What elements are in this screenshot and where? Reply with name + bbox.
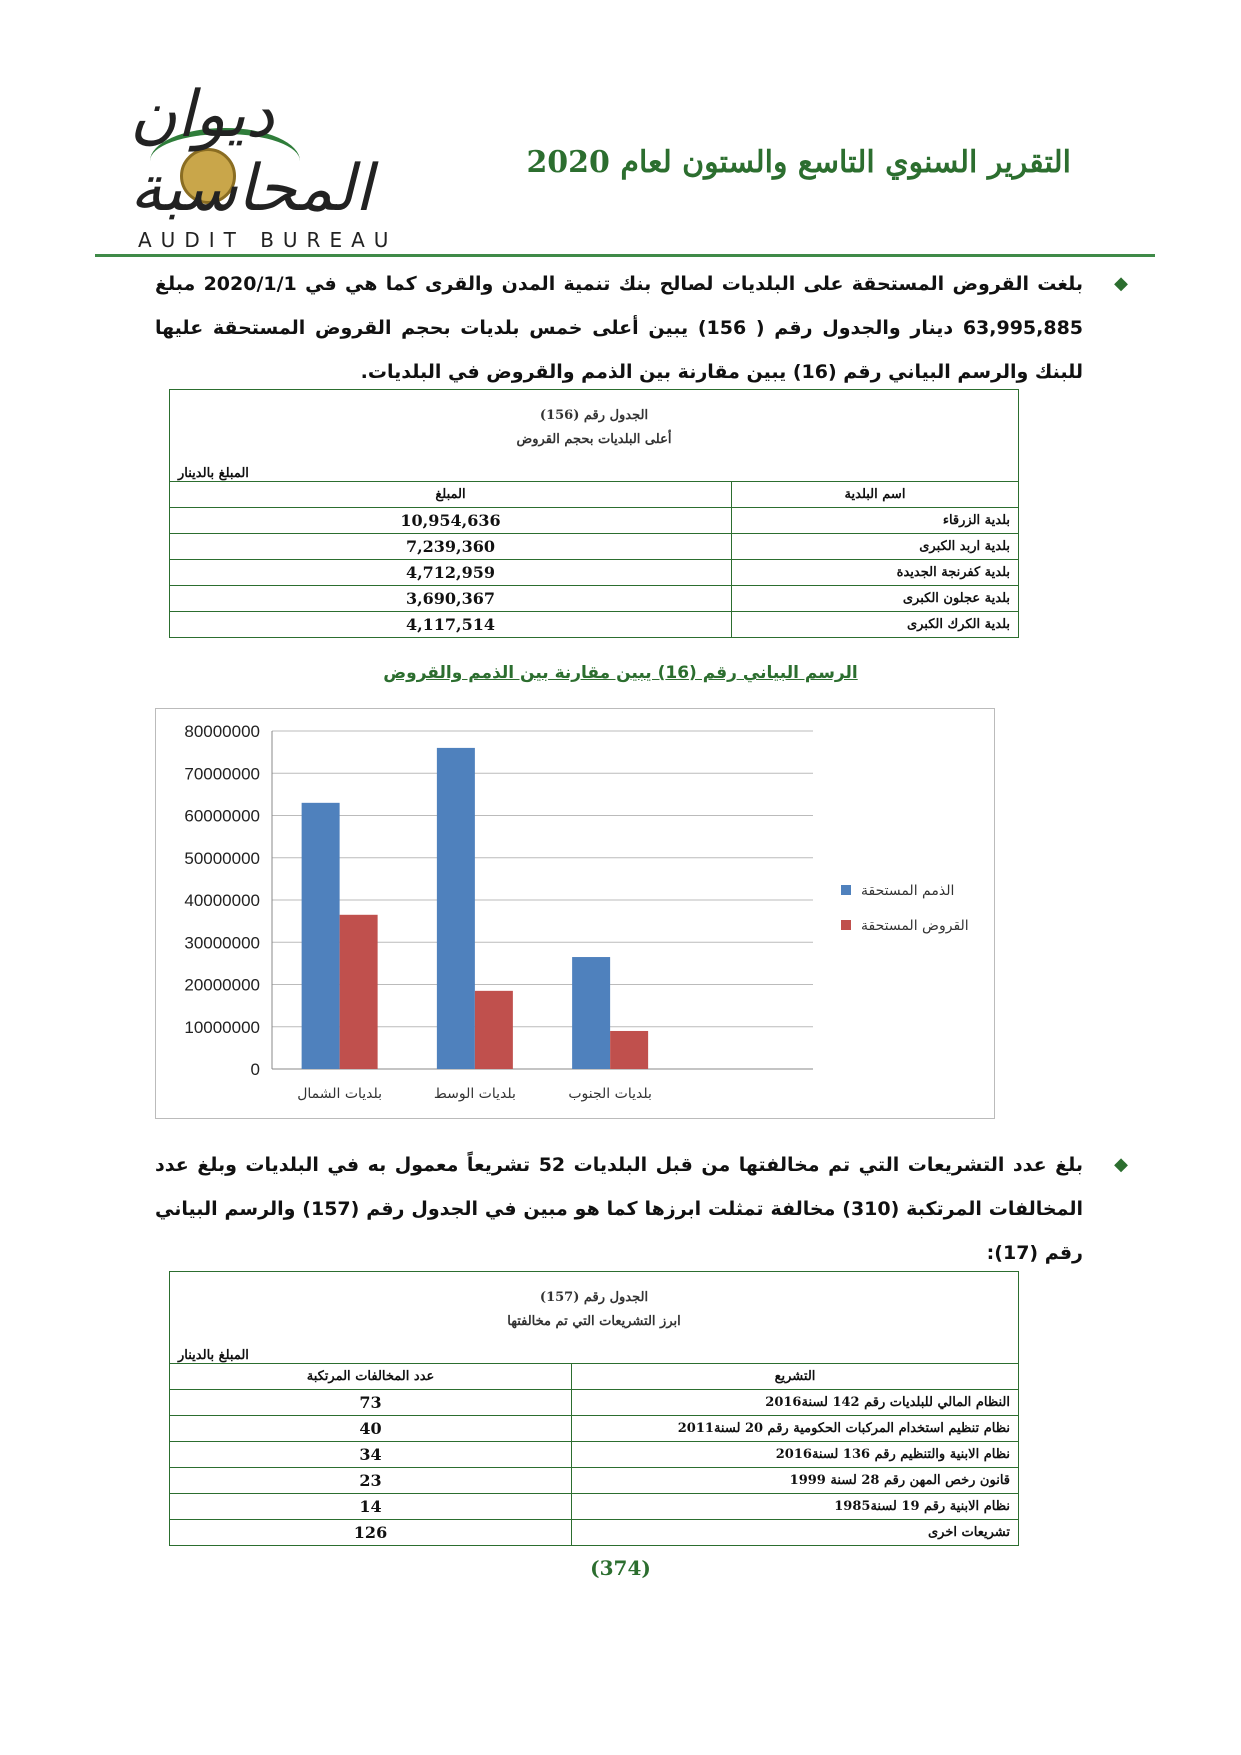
table-unit: المبلغ بالدينار [170, 1347, 1019, 1364]
row-value: 73 [170, 1390, 572, 1416]
row-value: 10,954,636 [170, 508, 732, 534]
row-value: 7,239,360 [170, 534, 732, 560]
table-row [170, 1468, 1019, 1494]
chart-title: الرسم البياني رقم (16) يبين مقارنة بين الذمم والقروض [383, 663, 858, 683]
bar-receivables [572, 957, 610, 1069]
table-157-caption [170, 1272, 1019, 1348]
table-row [170, 1442, 1019, 1468]
y-tick-label: 20000000 [184, 975, 260, 995]
table-title: الجدول رقم (156) [539, 407, 649, 423]
row-label: بلدية الزرقاء [732, 508, 1019, 534]
bar-loans [610, 1031, 648, 1069]
row-value: 34 [170, 1442, 572, 1468]
report-title: التقرير السنوي التاسع والستون لعام 2020 [526, 145, 1071, 180]
row-label: بلدية اربد الكبرى [732, 534, 1019, 560]
row-label: بلدية عجلون الكبرى [732, 586, 1019, 612]
row-label: نظام الابنية رقم 19 لسنة1985 [572, 1494, 1019, 1520]
row-value: 40 [170, 1416, 572, 1442]
table-unit: المبلغ بالدينار [170, 465, 1019, 482]
x-tick-label: بلديات الوسط [433, 1086, 516, 1102]
table-row [170, 560, 1019, 586]
table-156 [169, 389, 1019, 638]
bar-loans [340, 915, 378, 1069]
bar-chart [155, 708, 995, 1119]
paragraph-2-text: بلغ عدد التشريعات التي تم مخالفتها من قبل البلديات 52 تشريعاً معمول به في البلديات وبلغ عدد المخالفات المرتكبة (310) مخالفة تمثلت ابرزها كما هو مبين في الجدول رقم (157) والرسم البياني رقم (17): [155, 1154, 1083, 1264]
page-number: (374) [590, 1556, 651, 1580]
table-row [170, 1416, 1019, 1442]
y-tick-label: 70000000 [184, 764, 260, 784]
row-label: نظام تنظيم استخدام المركبات الحكومية رقم 20 لسنة2011 [572, 1416, 1019, 1442]
column-header: التشريع [572, 1364, 1019, 1390]
chart-svg [156, 709, 994, 1118]
audit-bureau-logo [110, 68, 410, 253]
y-tick-label: 10000000 [184, 1017, 260, 1037]
table-title: الجدول رقم (157) [539, 1289, 649, 1305]
x-tick-label: بلديات الشمال [297, 1086, 383, 1102]
y-tick-label: 0 [250, 1060, 260, 1079]
row-value: 4,117,514 [170, 612, 732, 638]
legend-label: القروض المستحقة [861, 918, 969, 934]
row-label: بلدية كفرنجة الجديدة [732, 560, 1019, 586]
row-value: 23 [170, 1468, 572, 1494]
header-divider [95, 254, 1155, 257]
paragraph-2 [155, 1143, 1128, 1275]
bar-receivables [437, 748, 475, 1069]
column-header: اسم البلدية [732, 482, 1019, 508]
y-tick-label: 60000000 [184, 806, 260, 826]
column-header: عدد المخالفات المرتكبة [170, 1364, 572, 1390]
bullet-icon: ◆ [1114, 273, 1128, 294]
bullet-icon: ◆ [1114, 1154, 1128, 1175]
legend-label: الذمم المستحقة [861, 883, 955, 899]
bar-receivables [302, 803, 340, 1069]
table-subtitle: ابرز التشريعات التي تم مخالفتها [507, 1313, 681, 1329]
paragraph-1 [155, 262, 1128, 394]
paragraph-1-text: بلغت القروض المستحقة على البلديات لصالح بنك تنمية المدن والقرى كما هي في 2020/1/1 مبلغ 63,995,885 دينار والجدول رقم ( 156) يبين أعلى خمس بلديات بحجم القروض المستحقة عليها للبنك والرسم البياني رقم (16) يبين مقارنة بين الذمم والقروض في البلديات. [155, 273, 1084, 383]
row-value: 126 [170, 1520, 572, 1546]
row-value: 3,690,367 [170, 586, 732, 612]
column-header: المبلغ [170, 482, 732, 508]
y-tick-label: 40000000 [184, 891, 260, 910]
logo-english: AUDIT BUREAU [138, 228, 398, 252]
table-row [170, 1494, 1019, 1520]
table-157 [169, 1271, 1019, 1546]
row-label: تشريعات اخرى [572, 1520, 1019, 1546]
x-tick-label: بلديات الجنوب [568, 1086, 652, 1102]
table-row [170, 612, 1019, 638]
table-row [170, 1390, 1019, 1416]
table-subtitle: أعلى البلديات بحجم القروض [516, 431, 672, 447]
table-156-caption [170, 390, 1019, 466]
table-row [170, 1520, 1019, 1546]
logo-arabic: ديوان المحاسبة [130, 78, 373, 226]
table-row [170, 586, 1019, 612]
legend-swatch [841, 920, 851, 930]
row-value: 14 [170, 1494, 572, 1520]
table-row [170, 508, 1019, 534]
row-label: بلدية الكرك الكبرى [732, 612, 1019, 638]
legend-swatch [841, 885, 851, 895]
row-value: 4,712,959 [170, 560, 732, 586]
y-tick-label: 80000000 [184, 722, 260, 741]
row-label: نظام الابنية والتنظيم رقم 136 لسنة2016 [572, 1442, 1019, 1468]
y-tick-label: 30000000 [184, 933, 260, 953]
y-tick-label: 50000000 [184, 848, 260, 868]
table-row [170, 534, 1019, 560]
bar-loans [475, 991, 513, 1069]
row-label: النظام المالي للبلديات رقم 142 لسنة2016 [572, 1390, 1019, 1416]
row-label: قانون رخص المهن رقم 28 لسنة 1999 [572, 1468, 1019, 1494]
